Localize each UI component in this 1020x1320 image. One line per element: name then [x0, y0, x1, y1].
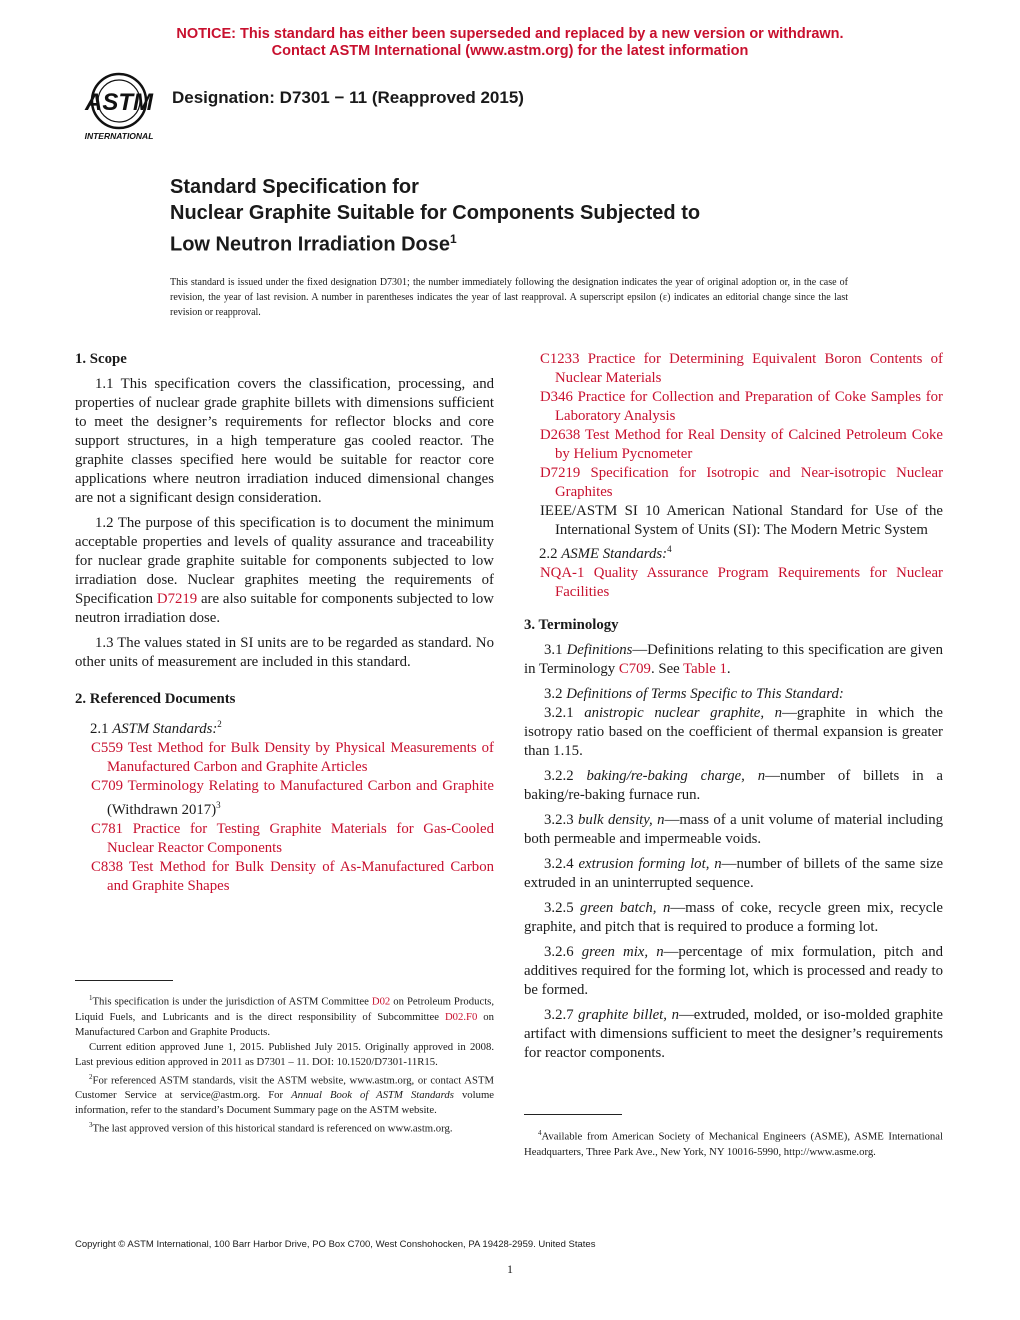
def-term: Definitions [566, 641, 633, 658]
def-term: bulk density, n [578, 811, 665, 828]
def-term: extrusion forming lot, n [578, 855, 722, 872]
asme-standards-text: ASME Standards: [561, 545, 668, 562]
asme-standards-label [524, 540, 943, 564]
reference-item [524, 350, 943, 388]
asme-standards-sup: 4 [667, 544, 672, 554]
reference-item [524, 388, 943, 426]
section-heading-referenced-documents: 2. Referenced Documents [75, 691, 236, 707]
link-d2638[interactable]: D2638 [540, 427, 581, 443]
asme-standards-num: 2.2 [539, 545, 562, 562]
footnote-3 [75, 1118, 494, 1137]
def-num: 3.2.7 [544, 1006, 579, 1023]
definition-item [524, 855, 943, 893]
def-text: —mass of coke, recycle green mix, recycle graphite, and pitch that is required to produce a forming lot. [524, 899, 944, 935]
footnotes-right [524, 1126, 943, 1160]
withdrawn-note: (Withdrawn 2017) [107, 801, 217, 818]
reference-title[interactable]: Test Method for Real Density of Calcined Petroleum Coke by Helium Pycnometer [555, 427, 943, 462]
fn4-text: Available from American Society of Mechanical Engineers (ASME), ASME International Headquarters, Three Park Ave., New York, NY 10016-5990, http://www.asme.org. [524, 1130, 943, 1158]
definition-item [524, 943, 943, 1000]
superseded-notice [0, 26, 1020, 60]
def-term: graphite billet, n [578, 1006, 679, 1023]
reference-item [524, 564, 943, 602]
def-text: —percentage of mix formulation, pitch and additives required for the forming lot, which is processed and ready to be formed. [524, 943, 943, 998]
astm-standards-label [75, 715, 494, 739]
reference-title[interactable]: Quality Assurance Program Requirements for Nuclear Facilities [555, 564, 943, 600]
reference-title[interactable]: Terminology Relating to Manufactured Carbon and Graphite [123, 777, 494, 794]
footnote-4 [524, 1126, 943, 1160]
reference-sup: 3 [216, 799, 221, 810]
def-text: —Definitions relating to this specification are given in Terminology [524, 641, 943, 677]
def-num: 3.2.6 [544, 943, 582, 960]
definition-3-2 [524, 685, 943, 704]
link-table-1[interactable]: Table 1 [683, 660, 727, 677]
def-term: green mix, n [581, 943, 664, 960]
def-term: anistropic nuclear graphite, n [584, 704, 783, 721]
fn3-text: The last approved version of this historical standard is referenced on www.astm.org. [92, 1122, 453, 1135]
def-text-mid: . See [650, 660, 684, 677]
def-num: 3.2.5 [544, 899, 581, 916]
scope-paragraph-1-3: 1.3 The values stated in SI units are to be regarded as standard. No other units of measurement are included in this standard. [75, 635, 494, 670]
title-footnote-mark[interactable]: 1 [450, 232, 457, 246]
astm-standards-text: ASTM Standards: [112, 720, 218, 737]
reference-item [524, 464, 943, 502]
link-committee-d02[interactable]: D02 [371, 995, 391, 1008]
definition-item [524, 1006, 943, 1063]
document-title [170, 174, 700, 258]
notice-line-1: NOTICE: This standard has either been superseded and replaced by a new version or withdrawn. [176, 26, 844, 42]
def-num: 3.2 [544, 685, 567, 702]
astm-standards-num: 2.1 [90, 720, 113, 737]
footnote-1-edition: Current edition approved June 1, 2015. Published July 2015. Originally approved in 2008. Last previous edition approved in 2011 as D7301 – 11. DOI: 10.1520/D7301-11R15. [75, 1040, 494, 1068]
fn2-italic: Annual Book of ASTM Standards [291, 1089, 454, 1102]
definition-item [524, 899, 943, 937]
footnote-1 [75, 991, 494, 1040]
def-num: 3.2.1 [544, 704, 585, 721]
def-num: 3.1 [544, 641, 567, 658]
fn4-sup: 4 [538, 1129, 542, 1137]
title-line-3 [170, 226, 700, 258]
link-d346[interactable]: D346 [540, 389, 573, 405]
fn2-text-a: For referenced ASTM standards, visit the ASTM website, www.astm.org, or contact ASTM Customer Service at service@astm.org. For [75, 1074, 494, 1102]
def-text: —number of billets in a baking/re-baking furnace run. [524, 767, 944, 803]
scope-paragraph-1-2 [75, 514, 494, 628]
fn1-text-a: This specification is under the jurisdiction of ASTM Committee [92, 995, 372, 1008]
logo-text: ASTM [85, 89, 153, 116]
title-line-3-text: Low Neutron Irradiation Dose [170, 233, 451, 256]
link-subcommittee-d02f0[interactable]: D02.F0 [444, 1010, 478, 1023]
reference-item [524, 426, 943, 464]
astm-logo-mark [76, 72, 162, 144]
reference-item [75, 858, 494, 896]
section-heading-terminology: 3. Terminology [524, 616, 619, 633]
copyright: Copyright © ASTM International, 100 Barr Harbor Drive, PO Box C700, West Conshohocken, PA 19428-2959. United States [75, 1239, 596, 1250]
title-line-1: Standard Specification for [170, 176, 419, 198]
right-column [524, 350, 943, 1069]
notice-line-2: Contact ASTM International (www.astm.org) for the latest information [271, 43, 749, 59]
footnote-rule-left [75, 980, 173, 981]
left-column [75, 350, 494, 896]
link-c709-terminology[interactable]: C709 [618, 660, 651, 677]
def-text: —extruded, molded, or iso-molded graphite artifact with dimensions sufficient to meet the designer’s requirements for reactor components. [524, 1006, 943, 1061]
reference-title[interactable]: Specification for Isotropic and Near-isotropic Nuclear Graphites [555, 465, 943, 500]
link-d7219[interactable]: D7219 [156, 591, 198, 607]
link-c838[interactable]: C838 [91, 858, 124, 875]
reference-item [75, 739, 494, 777]
reference-title[interactable]: Test Method for Bulk Density by Physical Measurements of Manufactured Carbon and Graphite Articles [107, 739, 494, 775]
def-num: 3.2.3 [544, 811, 579, 828]
fn1-text-b: on Petroleum Products, Liquid Fuels, and Lubricants and is the direct responsibility of Subcommittee [75, 995, 494, 1023]
reference-title[interactable]: Test Method for Bulk Density of As-Manufactured Carbon and Graphite Shapes [107, 858, 494, 894]
fn2-text-b: volume information, refer to the standard’s Document Summary page on the ASTM website. [75, 1089, 495, 1117]
fn1-text-c: on Manufactured Carbon and Graphite Products. [75, 1010, 494, 1038]
astm-logo [76, 72, 162, 144]
def-term: green batch, n [580, 899, 671, 916]
link-d7219-ref[interactable]: D7219 [540, 465, 581, 481]
reference-item-ieee: IEEE/ASTM SI 10 American National Standard for Use of the International System of Units (SI): The Modern Metric System [540, 503, 943, 538]
section-heading-scope: 1. Scope [75, 351, 127, 367]
def-text-end: . [726, 660, 731, 677]
fn2-sup: 2 [89, 1072, 93, 1081]
designation: Designation: D7301 − 11 (Reapproved 2015) [172, 88, 524, 107]
definition-3-1 [524, 641, 943, 679]
link-nqa-1[interactable]: NQA-1 [540, 564, 585, 581]
reference-title[interactable]: Practice for Testing Graphite Materials for Gas-Cooled Nuclear Reactor Components [107, 820, 494, 856]
link-c709[interactable]: C709 [91, 777, 124, 794]
reference-item [75, 777, 494, 820]
def-num: 3.2.4 [544, 855, 579, 872]
def-term: Definitions of Terms Specific to This Standard: [566, 685, 844, 702]
footnote-rule-right [524, 1114, 622, 1115]
title-line-2: Nuclear Graphite Suitable for Components Subjected to [170, 202, 701, 224]
reference-title[interactable]: Practice for Collection and Preparation of Coke Samples for Laboratory Analysis [555, 389, 943, 424]
definition-item [524, 811, 943, 849]
footnote-2 [75, 1070, 494, 1119]
scope-p2-text-a: 1.2 The purpose of this specification is to document the minimum acceptable properties and levels of quality assurance and traceability for nuclear grade graphite suitable for components subjected to low irradiation dose. Nuclear graphites meeting the requirements of Specification [75, 515, 494, 607]
definition-item [524, 704, 943, 761]
link-c781[interactable]: C781 [91, 820, 124, 837]
def-num: 3.2.2 [544, 767, 587, 784]
reference-item [75, 820, 494, 858]
fn1-sup: 1 [89, 994, 93, 1002]
logo-subtext: INTERNATIONAL [84, 131, 154, 141]
preface-note: This standard is issued under the fixed designation D7301; the number immediately following the designation indicates the year of original adoption or, in the case of revision, the year of last revision. A number in parentheses indicates the year of last reapproval. A superscript epsilon (ε) indicates an editorial change since the last revision or reapproval. [170, 277, 848, 318]
footnotes-left [75, 991, 494, 1137]
def-text: —mass of a unit volume of material including both permeable and impermeable voids. [524, 811, 943, 847]
link-c1233[interactable]: C1233 [540, 351, 580, 367]
def-text: —graphite in which the isotropy ratio based on the coefficient of thermal expansion is greater than 1.15. [524, 704, 944, 759]
definition-item [524, 767, 943, 805]
page-number: 1 [507, 1262, 513, 1276]
def-text: —number of billets of the same size extruded in an uninterrupted sequence. [524, 855, 944, 891]
fn3-sup: 3 [89, 1121, 93, 1130]
scope-p2-text-b: are also suitable for components subjected to low neutron irradiation dose. [75, 591, 494, 626]
def-term: baking/re-baking charge, n [586, 767, 766, 784]
link-c559[interactable]: C559 [91, 739, 124, 756]
reference-title[interactable]: Practice for Determining Equivalent Boron Contents of Nuclear Materials [555, 351, 943, 386]
scope-paragraph-1-1: 1.1 This specification covers the classification, processing, and properties of nuclear grade graphite billets with dimensions sufficient to meet the designer’s requirements for reflector blocks and core support structures, in a high temperature gas cooled reactor. The graphite classes specified here would be suitable for reactor core applications where neutron irradiation induced dimensional changes are not a significant design consideration. [75, 376, 494, 506]
astm-standards-sup: 2 [217, 719, 222, 729]
